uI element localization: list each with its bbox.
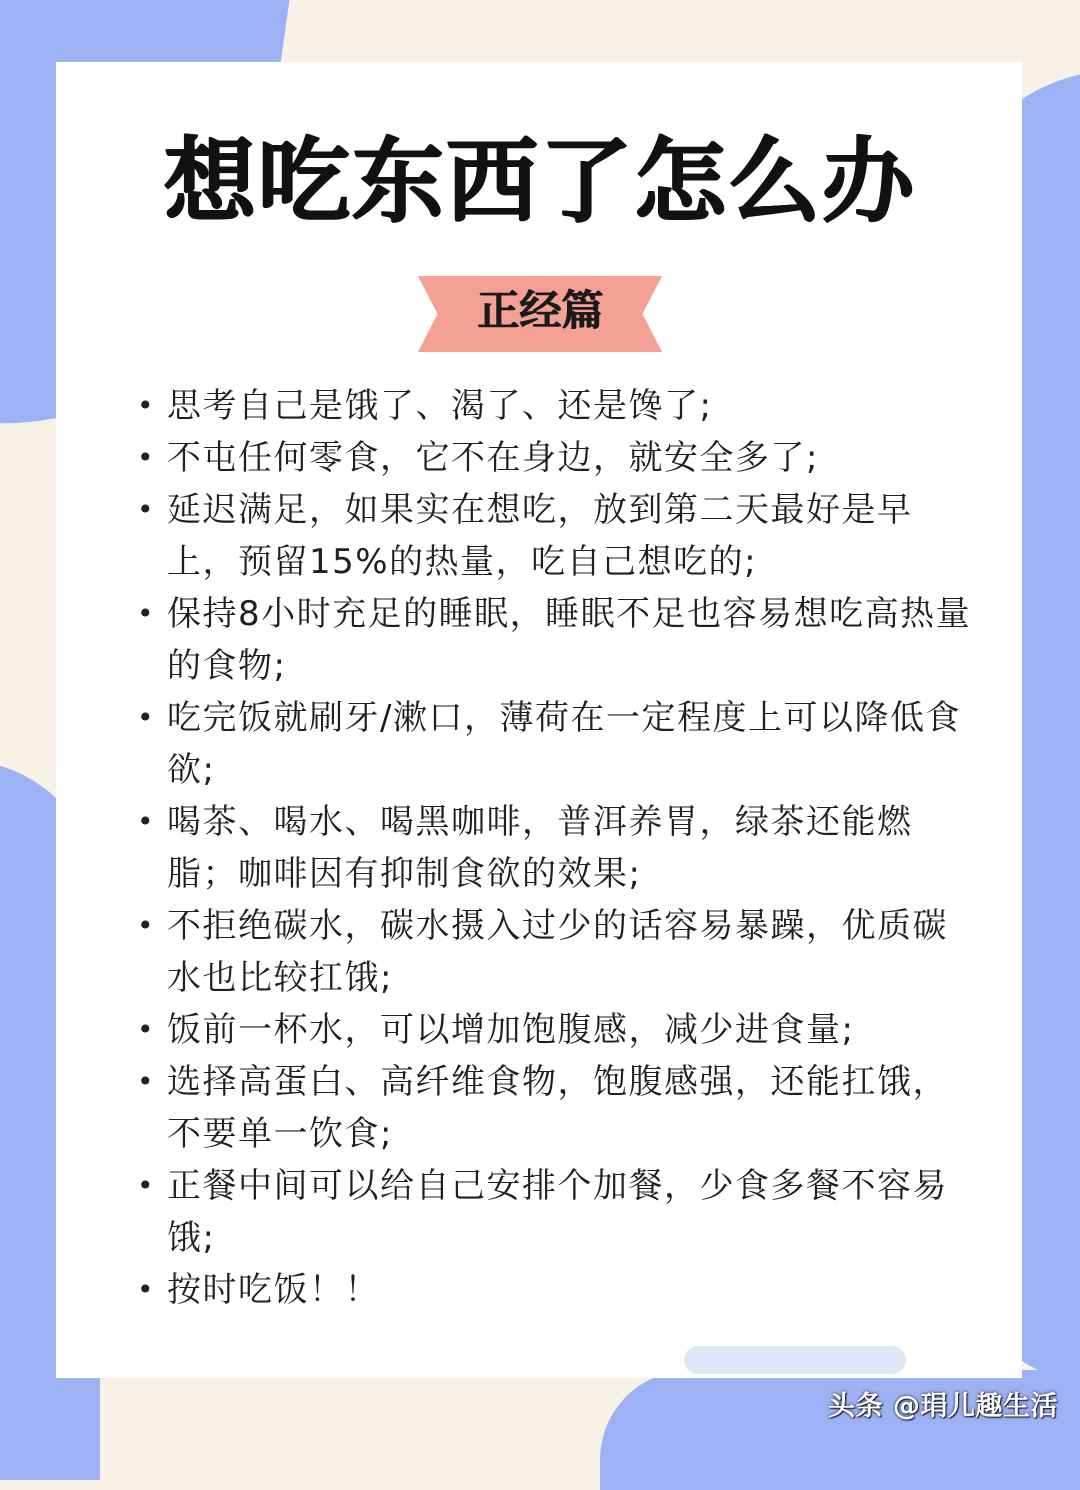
bullet-icon: • <box>137 389 156 422</box>
page-title: 想吃东西了怎么办 <box>163 128 916 235</box>
list-item <box>134 432 974 484</box>
bullet-icon: • <box>137 441 156 474</box>
tips-list <box>134 380 974 1316</box>
list-item <box>134 1056 974 1160</box>
list-item-text: 喝茶、喝水、喝黑咖啡，普洱养胃，绿茶还能燃脂；咖啡因有抑制食欲的效果; <box>167 802 913 894</box>
list-item <box>134 796 974 900</box>
list-item-text: 正餐中间可以给自己安排个加餐，少食多餐不容易饿; <box>167 1166 948 1258</box>
bullet-icon: • <box>137 701 156 734</box>
list-item-text: 不拒绝碳水，碳水摄入过少的话容易暴躁，优质碳水也比较扛饿; <box>167 906 948 998</box>
source-watermark: 头条 @琄儿趣生活 <box>828 1391 1058 1422</box>
list-item <box>134 900 974 1004</box>
bullet-icon: • <box>137 597 156 630</box>
bullet-icon: • <box>137 805 156 838</box>
list-item <box>134 588 974 692</box>
subtitle-text: 正经篇 <box>476 286 603 335</box>
bullet-icon: • <box>137 1273 156 1306</box>
list-item-text: 选择高蛋白、高纤维食物，饱腹感强，还能扛饿，不要单一饮食; <box>167 1062 948 1154</box>
bullet-icon: • <box>137 1013 156 1046</box>
list-item <box>134 1160 974 1264</box>
list-item <box>134 484 974 588</box>
list-item-text: 按时吃饭！！ <box>167 1270 380 1310</box>
list-item-text: 不屯任何零食，它不在身边，就安全多了; <box>167 438 819 478</box>
list-item <box>134 380 974 432</box>
list-item-text: 保持8小时充足的睡眠，睡眠不足也容易想吃高热量的食物; <box>167 594 972 686</box>
bullet-icon: • <box>137 909 156 942</box>
list-item <box>134 1004 974 1056</box>
bullet-icon: • <box>137 1065 156 1098</box>
list-item-text: 吃完饭就刷牙/漱口，薄荷在一定程度上可以降低食欲; <box>167 698 961 790</box>
blurred-watermark-strip <box>684 1346 906 1374</box>
bullet-icon: • <box>137 1169 156 1202</box>
list-item-text: 饭前一杯水，可以增加饱腹感，减少进食量; <box>167 1010 855 1050</box>
bullet-icon: • <box>137 493 156 526</box>
list-item-text: 延迟满足，如果实在想吃，放到第二天最好是早上，预留15%的热量，吃自己想吃的; <box>167 490 913 582</box>
list-item <box>134 1264 974 1316</box>
list-item <box>134 692 974 796</box>
list-item-text: 思考自己是饿了、渴了、还是馋了; <box>167 386 713 426</box>
